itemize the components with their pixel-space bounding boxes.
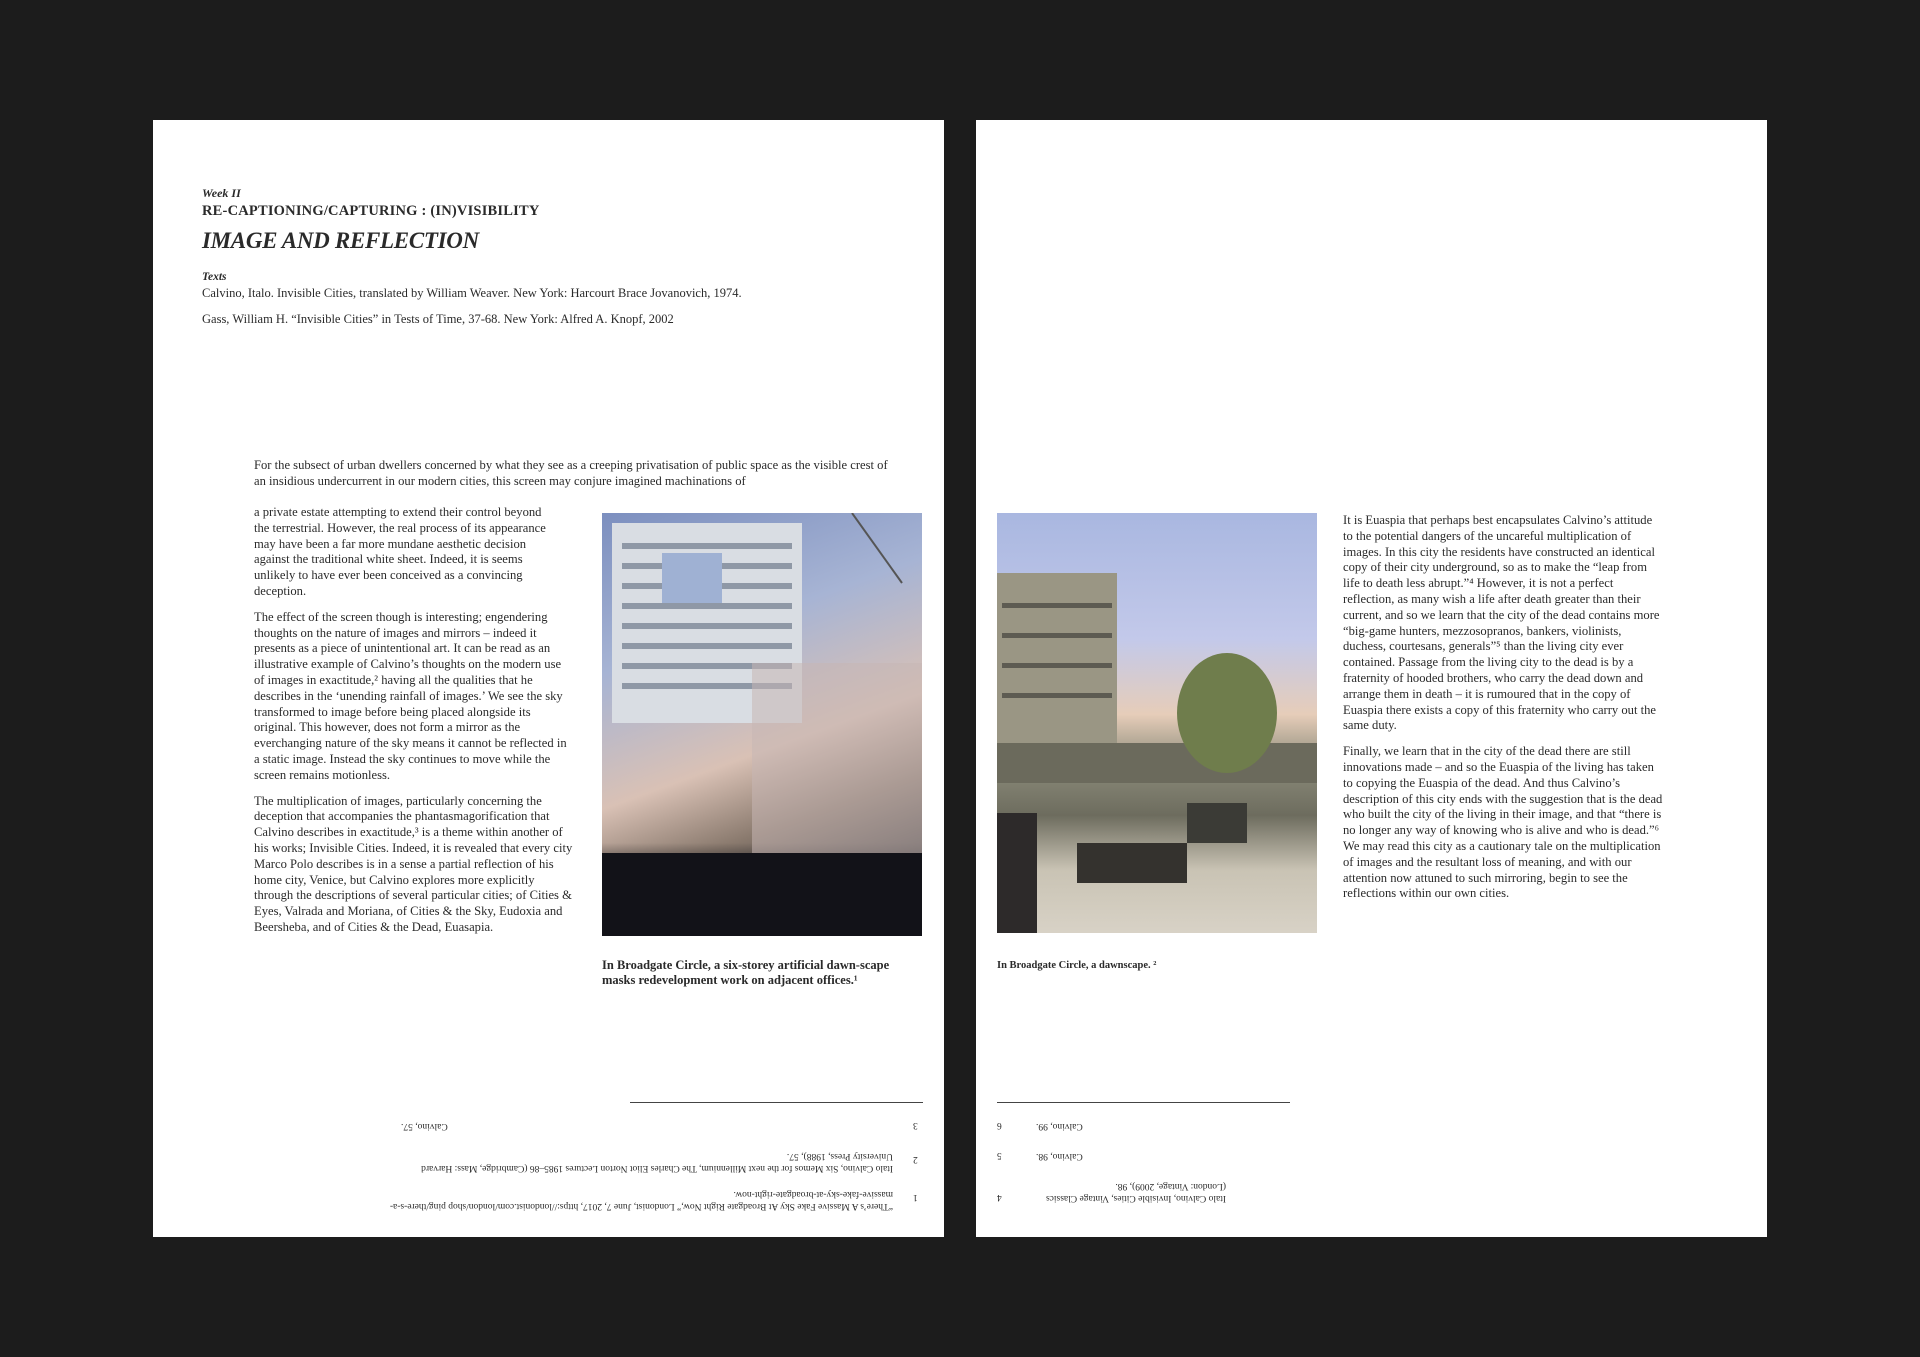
footnote-5: Calvino, 98. <box>1036 1151 1083 1161</box>
footnote-4-number: 4 <box>997 1192 1002 1202</box>
paragraph-1: It is Euaspia that perhaps best encapsulates Calvino’s attitude to the potential dangers of the uncareful multiplication of images. In this city the residents have constructed an identical copy of their city underground, so as to make the “leap from life to death less abrupt.”⁴ However, it is not a perfect reflection, as many wish a life after death greater than their current, and so we learn that the city of the dead contains more “big-game hunters, mezzosopranos, bankers, violinists, duchess, courtesans, generals”⁵ than the living city ever contained. Passage from the living city to the dead is by a fraternity of hooded brothers, who carry the dead down and arrange them in death – it is rumoured that in the copy of Euaspia there exists a copy of this fraternity who carry out the same duty. <box>1343 513 1660 733</box>
intro-paragraph: For the subsect of urban dwellers concerned by what they see as a creeping privatisation of public space as the visible crest of an insidious undercurrent in our modern cities, this screen may conjure imagined machinations of <box>254 458 888 488</box>
week-label: Week II <box>202 186 241 200</box>
footnote-4: Italo Calvino, Invisible Cities, Vintage Classics (London: Vintage, 2009), 98. <box>1046 1181 1226 1203</box>
footnote-2: Italo Calvino, Six Memos for the next Millennium, The Charles Eliot Norton Lectures 1985–86 (Cambridge, Mass: Harvard University Press, 1988), 57. <box>421 1151 893 1173</box>
body-column <box>1343 513 1663 912</box>
photo-caption: In Broadgate Circle, a dawnscape. ² <box>997 960 1157 971</box>
footnote-3-number: 3 <box>913 1120 918 1130</box>
footnote-6: Calvino, 99. <box>1036 1121 1083 1131</box>
photo-caption: In Broadgate Circle, a six-storey artificial dawn-scape masks redevelopment work on adjacent offices.¹ <box>602 958 890 987</box>
page-title: IMAGE AND REFLECTION <box>202 228 479 253</box>
reference-1: Calvino, Italo. Invisible Cities, translated by William Weaver. New York: Harcourt Brace Jovanovich, 1974. <box>202 286 742 300</box>
reference-2: Gass, William H. “Invisible Cities” in Tests of Time, 37-68. New York: Alfred A. Knopf, 2002 <box>202 312 674 326</box>
plaza-illustration <box>997 513 1317 933</box>
paragraph-2: The effect of the screen though is interesting; engendering thoughts on the nature of images and mirrors – indeed it presents as a piece of unintentional art. It can be read as an illustrative example of Calvino’s thoughts on the modern use of images in exactitude,² having all the qualities that he describes in the ‘unending rainfall of images.’ We see the sky transformed to image before being placed alongside its original. This however, does not form a mirror as the everchanging nature of the sky means it cannot be reflected in a static image. Instead the sky continues to move while the screen remains motionless. <box>254 609 567 782</box>
footnote-rule <box>997 1102 1290 1103</box>
paragraph-1: a private estate attempting to extend their control beyond the terrestrial. However, the real process of its appearance may have been a far more mundane aesthetic decision against the traditional white sheet. Indeed, it is seems unlikely to have ever been conceived as a convincing deception. <box>254 505 546 598</box>
section-heading: RE-CAPTIONING/CAPTURING : (IN)VISIBILITY <box>202 203 540 219</box>
paragraph-2: Finally, we learn that in the city of the dead there are still innovations made – and so the Euaspia of the living has taken to copying the Euaspia of the dead. And thus Calvino’s description of this city ends with the suggestion that is the dead who built the city of the living in their image, and that “there is no longer any way of knowing who is alive and who is dead.”⁶ We may read this city as a cautionary tale on the multiplication of images and the resultant loss of meaning, and with our attention now attuned to such mirroring, begin to see the reflections within our own cities. <box>1343 744 1663 901</box>
left-page <box>153 120 944 1237</box>
footnote-3: Calvino, 57. <box>401 1121 448 1131</box>
footnote-rule <box>630 1102 923 1103</box>
footnote-2-number: 2 <box>913 1154 918 1164</box>
right-page <box>976 120 1767 1237</box>
body-column <box>254 505 574 946</box>
footnote-1-number: 1 <box>913 1192 918 1202</box>
broadgate-photo <box>602 513 922 936</box>
building-illustration <box>602 513 922 936</box>
footnote-6-number: 6 <box>997 1120 1002 1130</box>
paragraph-3: The multiplication of images, particularly concerning the deception that accompanies the phantasmagorification that Calvino describes in exactitude,³ is a theme within another of his works; Invisible Cities. Indeed, it is revealed that every city Marco Polo describes is in a sense a partial reflection of his home city, Venice, but Calvino explores more explicitly through the descriptions of several particular cities; of Cities & Eyes, Valrada and Moriana, of Cities & the Sky, Eudoxia and Beersheba, and of Cities & the Dead, Euasapia. <box>254 793 573 934</box>
texts-label: Texts <box>202 271 227 283</box>
footnote-5-number: 5 <box>997 1150 1002 1160</box>
footnote-1: “There’s A Massive Fake Sky At Broadgate Right Now,” Londonist, June 7, 2017, https://londonist.com/london/shop ping/there-s-a-massive-fake-sky-at-broadgate-right-now. <box>389 1189 893 1211</box>
dawnscape-photo <box>997 513 1317 933</box>
